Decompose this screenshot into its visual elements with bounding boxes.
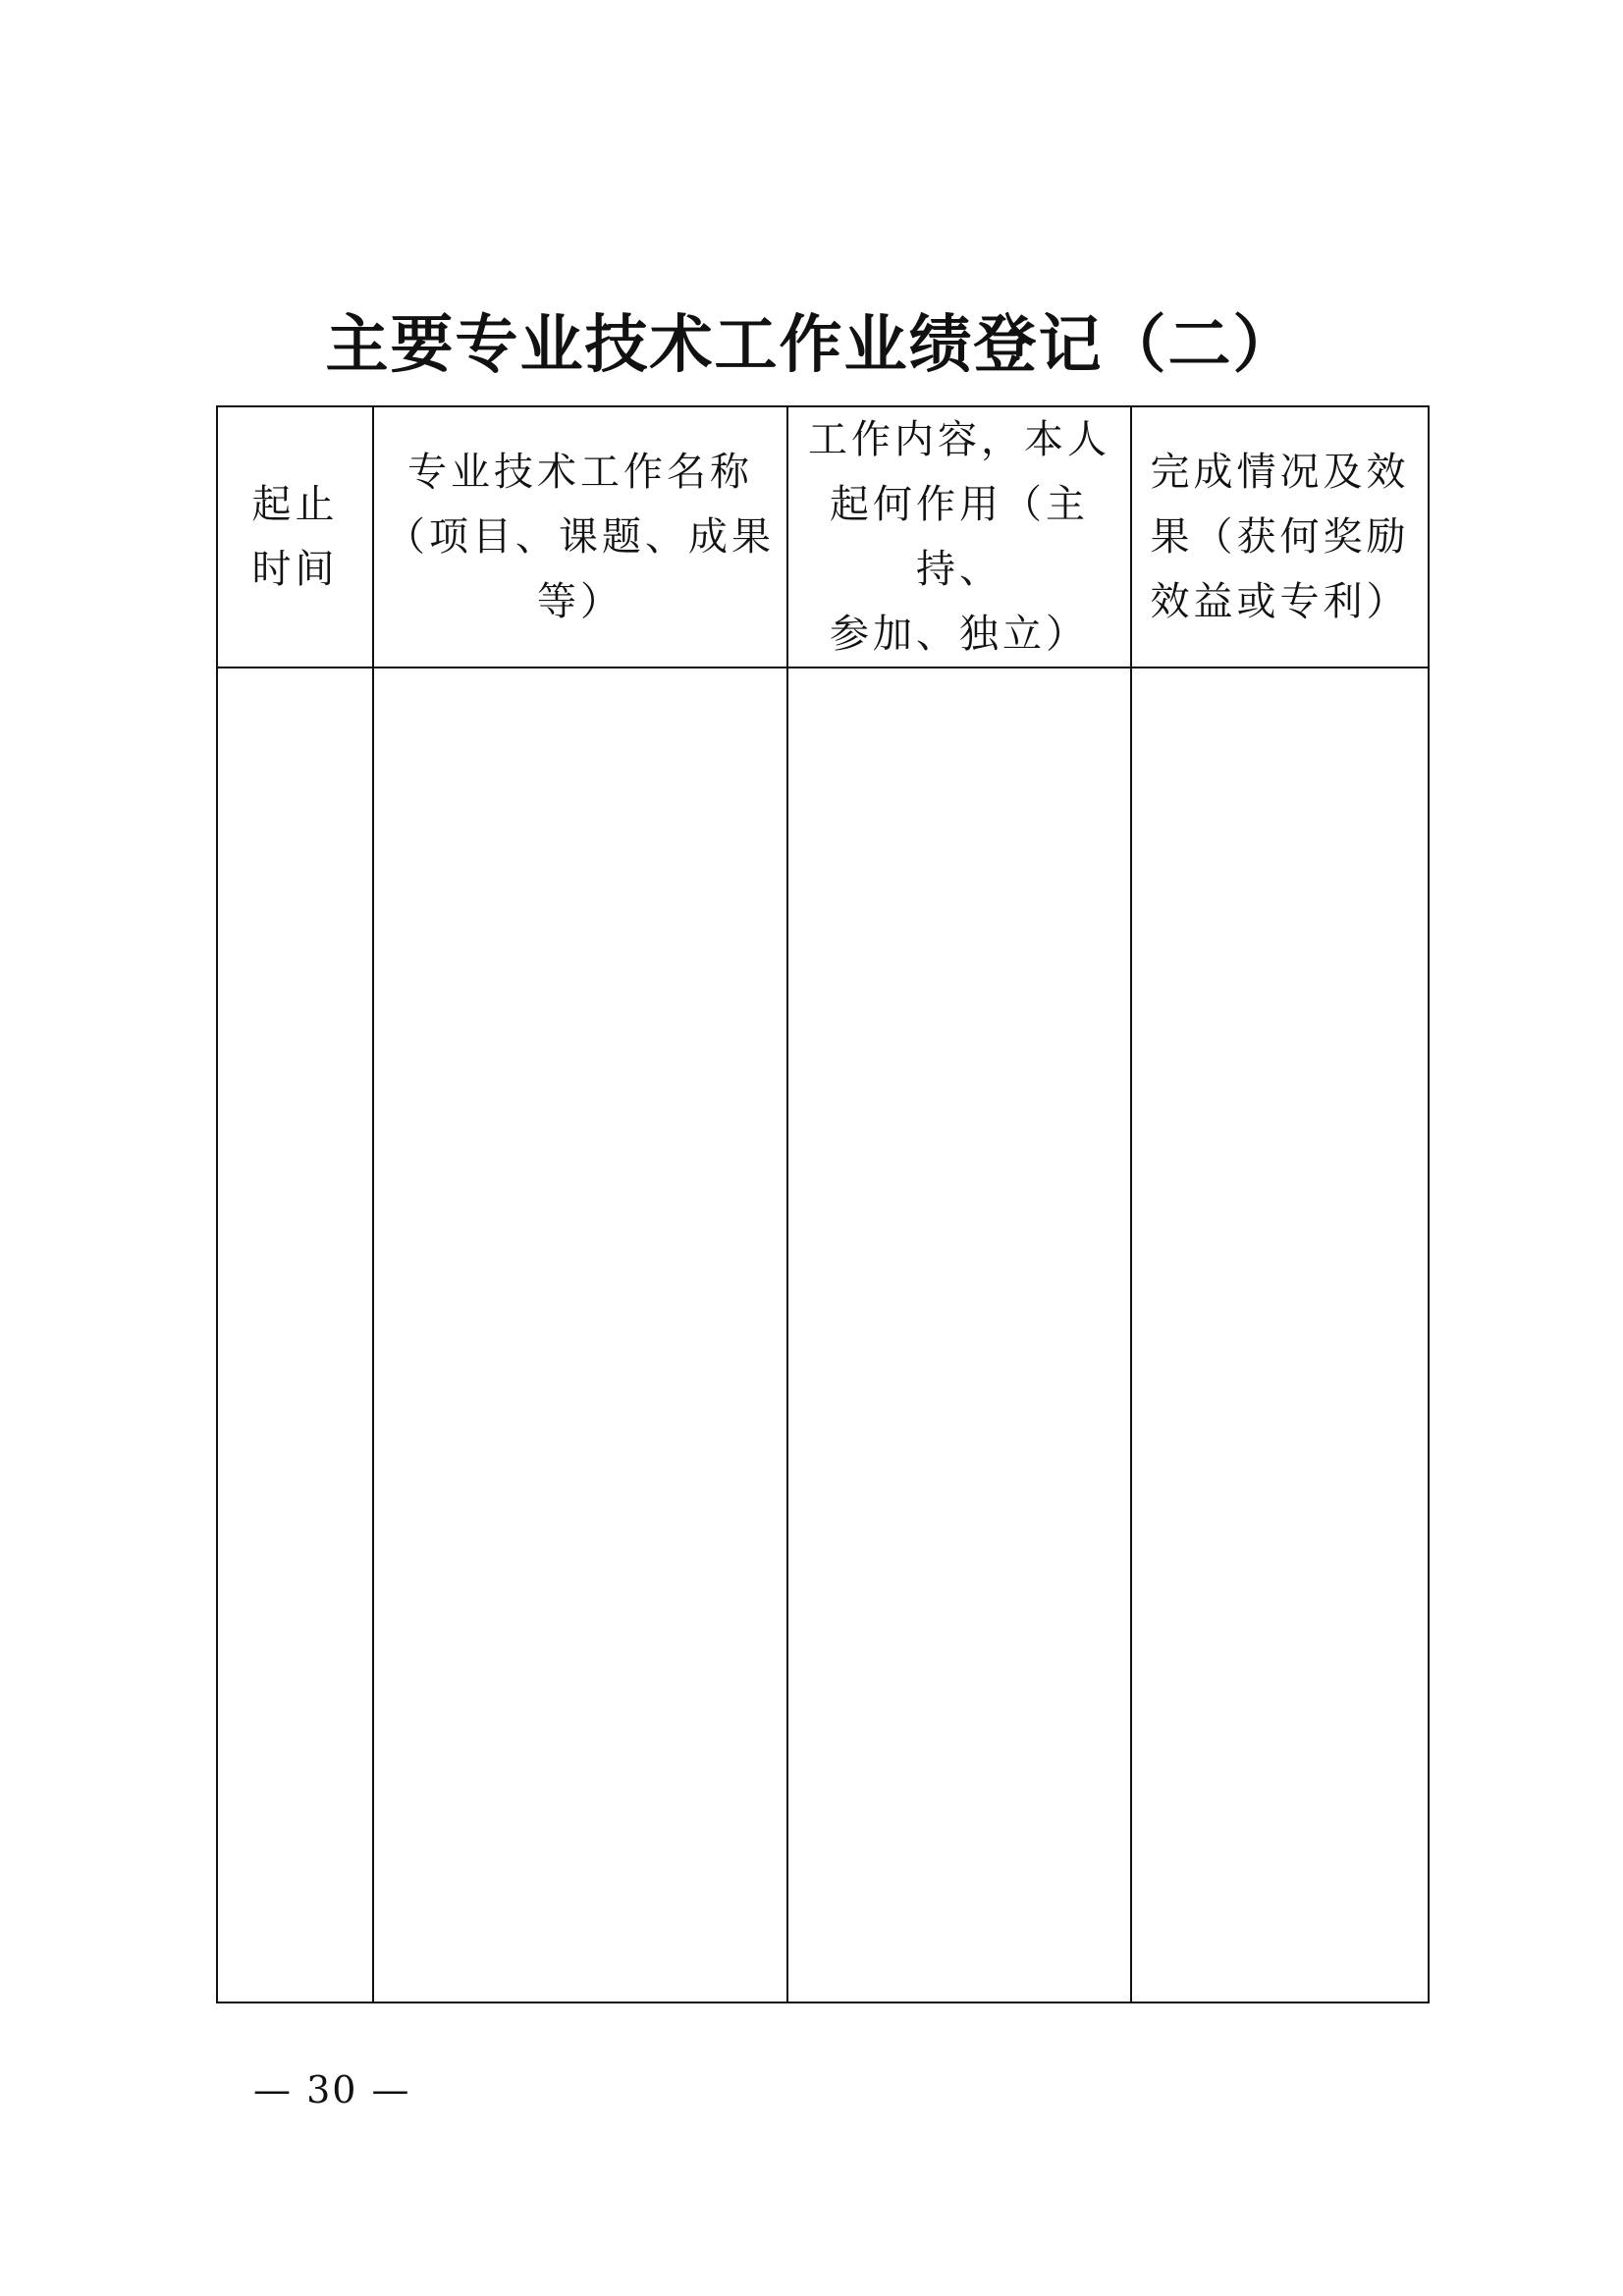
header-cell-role	[787, 406, 1131, 667]
page-number: — 30 —	[253, 2068, 411, 2111]
header-label-role: 工作内容，本人 起何作用（主持、 参加、独立）	[808, 417, 1110, 657]
header-cell-period	[217, 406, 373, 667]
header-cell-work-name	[373, 406, 787, 667]
cell-role[interactable]	[787, 667, 1131, 2002]
achievement-registration-table	[216, 405, 1430, 2003]
header-label-work-name: 专业技术工作名称 （项目、课题、成果 等）	[386, 450, 775, 624]
cell-period[interactable]	[217, 667, 373, 2002]
header-cell-result	[1131, 406, 1429, 667]
table-header-row	[217, 406, 1429, 667]
table-row	[217, 667, 1429, 2002]
cell-work-name[interactable]	[373, 667, 787, 2002]
header-label-result: 完成情况及效 果（获何奖励 效益或专利）	[1150, 450, 1410, 624]
cell-result[interactable]	[1131, 667, 1429, 2002]
header-label-period: 起止 时间	[251, 482, 339, 592]
page-title: 主要专业技术工作业绩登记（二）	[325, 308, 1298, 382]
